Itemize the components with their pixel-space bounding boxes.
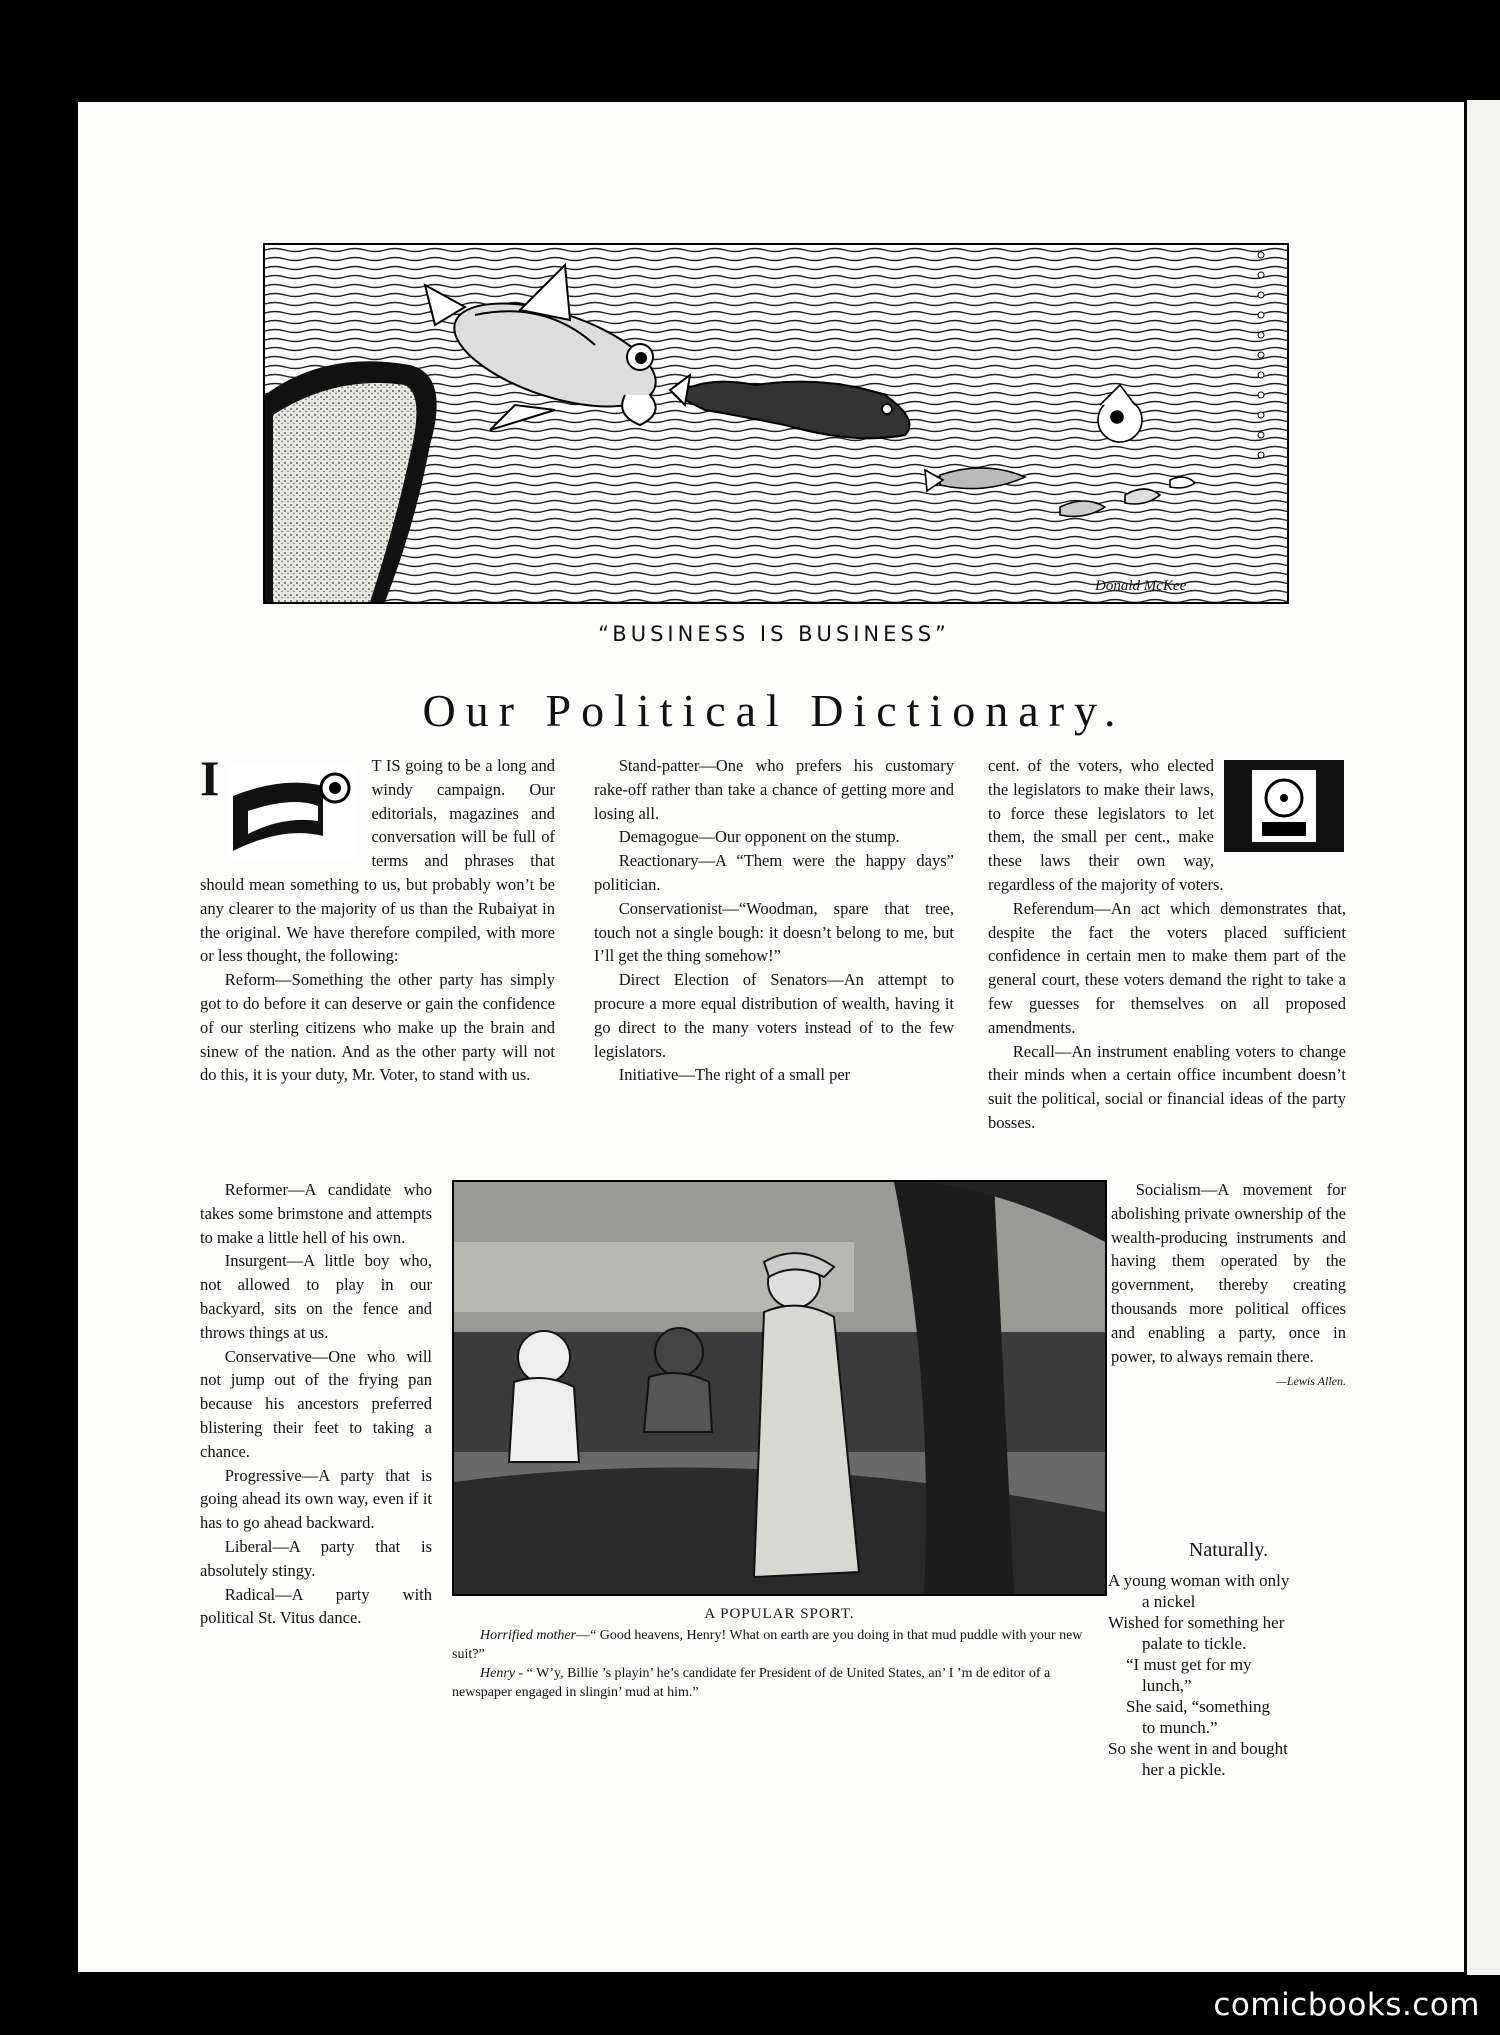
entry-insurgent: Insurgent—A little boy who, not allowed to play in our backyard, sits on the fence and throws things at us. <box>200 1251 432 1342</box>
magazine-page <box>78 102 1466 1972</box>
entry-conservationist: Conservationist—“Woodman, spare that tree, touch not a single bough: it doesn’t belong to me, but I’ll get the thing somehow!” <box>594 898 954 966</box>
column-2 <box>594 754 954 1087</box>
entry-initiative: Initiative—The right of a small per <box>618 1065 851 1085</box>
poem-line: her a pickle. <box>1142 1760 1226 1779</box>
entry-demagogue: Demagogue—Our opponent on the stump. <box>618 827 900 847</box>
entry-socialism: Socialism—A movement for abolishing private ownership of the wealth-producing instruments and having them operated by the government, thereby creating thousands more political offices and enabling a party, once in power, to always remain there. <box>1111 1180 1346 1366</box>
caption-text-henry: - “ W’y, Billie ’s playin’ he’s candidate fer President of de United States, an’ I ’m de editor of a newspaper engaged in slingin’ mud at him.” <box>452 1666 1051 1700</box>
column-3 <box>988 754 1346 1135</box>
entry-reformer: Reformer—A candidate who takes some brimstone and attempts to make a little hell of his own. <box>200 1180 432 1247</box>
photo-title: A POPULAR SPORT. <box>704 1606 855 1622</box>
poem-line: a nickel <box>1142 1592 1196 1611</box>
mud-puddle-scene <box>454 1182 1105 1594</box>
photo-caption <box>452 1605 1107 1702</box>
poem-line: “I must get for my <box>1126 1655 1252 1674</box>
entry-conservative: Conservative—One who will not jump out of the frying pan because his ancestors preferred blistering their feet to taking a chance. <box>200 1346 432 1461</box>
fish-cartoon-drawing <box>265 245 1287 602</box>
page-headline: Our Political Dictionary. <box>422 685 1126 736</box>
entry-liberal: Liberal—A party that is absolutely stingy. <box>200 1536 432 1580</box>
poem-line: A young woman with only <box>1108 1571 1290 1590</box>
entry-direct-election: Direct Election of Senators—An attempt to procure a more equal distribution of wealth, having it go direct to the many voters instead of to the few legislators. <box>594 970 954 1061</box>
entry-progressive: Progressive—A party that is going ahead its own way, even if it has to go ahead backward. <box>200 1465 432 1533</box>
caption-speaker-henry: Henry <box>480 1666 515 1681</box>
poem-line: to munch.” <box>1142 1718 1218 1737</box>
entry-radical: Radical—A party with political St. Vitus dance. <box>200 1584 432 1628</box>
popular-sport-illustration <box>452 1180 1107 1596</box>
poem-line: palate to tickle. <box>1142 1634 1247 1653</box>
watermark: comicbooks.com <box>1213 1987 1480 2023</box>
poem-line: She said, “something <box>1126 1697 1271 1716</box>
intro-paragraph <box>200 750 555 968</box>
poem-line: Wished for something her <box>1108 1613 1285 1632</box>
entry-standpatter: Stand-patter—One who prefers his customary rake-off rather than take a chance of getting more and losing all. <box>594 756 954 823</box>
megaphone-illustration <box>223 756 361 868</box>
entry-reform: Reform—Something the other party has simply got to do before it can deserve or gain the confidence of our sterling citizens who make up the brain and sinew of the nation. And as the other party will not do this, it is your duty, Mr. Voter, to stand with us. <box>200 970 555 1085</box>
initiative-continued-text: cent. of the voters, who elected the legislators to make their laws, to force these legislators to let them, the small per cent., make these laws their own way, regardless of the majority of voters. <box>988 756 1224 894</box>
cartoon-title: “BUSINESS IS BUSINESS” <box>598 622 950 646</box>
poem-line: So she went in and bought <box>1108 1739 1288 1758</box>
caption-line-2 <box>452 1664 1107 1702</box>
intro-text: T IS going to be a long and windy campaign. Our editorials, magazines and conversation will be full of terms and phrases that should mean something to us, but probably won’t be any clearer to the majority of us than the Rubaiyat in the original. We have therefore compiled, with more or less thought, the following: <box>200 756 555 966</box>
poem-line: lunch,” <box>1142 1676 1192 1695</box>
entry-reactionary: Reactionary—A “Them were the happy days” politician. <box>594 851 954 894</box>
author-signature: —Lewis Allen. <box>1276 1374 1346 1389</box>
caption-speaker-mother: Horrified mother <box>480 1628 577 1643</box>
business-cartoon <box>263 243 1289 604</box>
cartoon-signature: Donald McKee <box>1095 578 1187 594</box>
initiative-continued <box>988 754 1346 897</box>
dropcap: I <box>200 750 220 806</box>
column-1 <box>200 750 555 1087</box>
entry-referendum: Referendum—An act which demonstrates that, despite the fact the voters placed sufficient confidence in certain men to make them part of the general court, these voters demand the right to take a few guesses for themselves on all proposed amendments. <box>988 898 1346 1037</box>
entry-recall: Recall—An instrument enabling voters to change their minds when a certain office incumbent doesn’t suit the political, social or financial ideas of the party bosses. <box>988 1041 1346 1132</box>
caption-text-mother: —“ Good heavens, Henry! What on earth are you doing in that mud puddle with your new suit?” <box>452 1628 1083 1662</box>
poem-title: Naturally. <box>1188 1539 1269 1561</box>
throne-clock-illustration <box>1222 758 1346 854</box>
poem <box>1108 1570 1348 1780</box>
next-page-edge <box>1464 100 1500 1975</box>
caption-line-1 <box>452 1626 1107 1664</box>
column-1-lower <box>200 1178 432 1630</box>
column-3-lower <box>1111 1178 1346 1394</box>
